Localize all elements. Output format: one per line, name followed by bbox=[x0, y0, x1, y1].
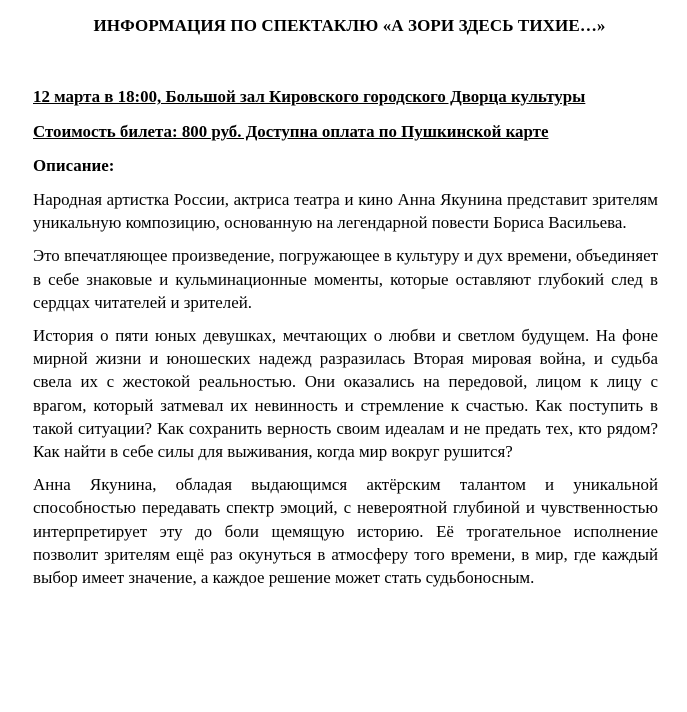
ticket-price: Стоимость билета: 800 руб. Доступна оплата по Пушкинской карте bbox=[33, 122, 549, 141]
description-label: Описание: bbox=[33, 156, 115, 175]
document-title: ИНФОРМАЦИЯ ПО СПЕКТАКЛЮ «А ЗОРИ ЗДЕСЬ ТИХИЕ…» bbox=[93, 16, 606, 35]
description-paragraph-1: Народная артистка России, актриса театра и кино Анна Якунина представит зрителям уникальную композицию, основанную на легендарной повести Бориса Васильева. bbox=[33, 190, 658, 233]
description-paragraph-2: Это впечатляющее произведение, погружающее в культуру и дух времени, объединяет в себе знаковые и кульминационные моменты, которые оставляют глубокий след в сердцах читателей и зрителей. bbox=[33, 246, 658, 312]
description-paragraph-4: Анна Якунина, обладая выдающимся актёрским талантом и уникальной способностью передавать спектр эмоций, с невероятной глубиной и чувственностью интерпретирует эту до боли щемящую историю. Её трогательное исполнение позволит зрителям ещё раз окунуться в атмосферу того времени, в мир, где каждый выбор имеет значение, а каждое решение может стать судьбоносным. bbox=[33, 475, 658, 588]
description-paragraph-3: История о пяти юных девушках, мечтающих о любви и светлом будущем. На фоне мирной жизни и юношеских надежд разразилась Вторая мировая война, и судьба свела их с жестокой реальностью. Они оказались на передовой, лицом к лицу с врагом, который затмевал их невинность и стремление к счастью. Как поступить в такой ситуации? Как сохранить верность своим идеалам и не предать тех, кто рядом? Как найти в себе силы для выживания, когда мир вокруг рушится? bbox=[33, 326, 658, 462]
event-date-venue: 12 марта в 18:00, Большой зал Кировского городского Дворца культуры bbox=[33, 87, 586, 106]
